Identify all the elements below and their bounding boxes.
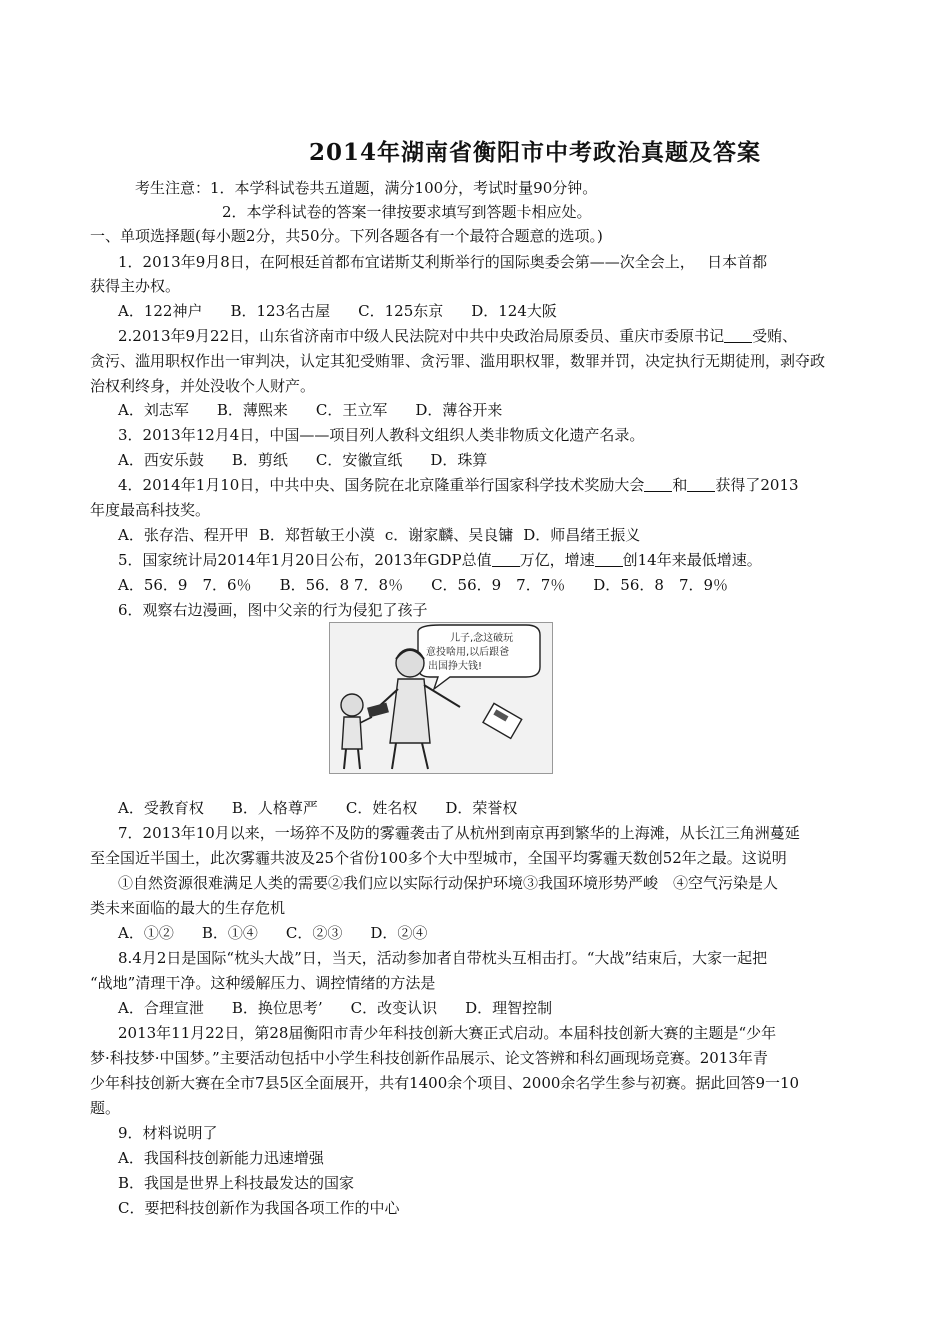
- q3-stem: 3．2013年12月4日，中国——项目列人教科文组织人类非物质文化遗产名录。: [118, 426, 645, 444]
- material-text: 2013年11月22日，第28届衡阳市青少年科技创新大赛正式启动。本届科技创新大赛的主题是“少年: [118, 1024, 777, 1042]
- option: A．合理宣泄: [118, 999, 204, 1017]
- option: C．②③: [285, 924, 343, 942]
- bubble-line-2: 意投啥用,以后跟爸: [426, 647, 510, 658]
- q6-options: [118, 797, 898, 819]
- q7-stem: 7．2013年10月以来，一场猝不及防的雾霾袭击了从杭州到南京再到繁华的上海滩，从长江三角洲蔓延: [118, 824, 800, 842]
- option: B．人格尊严: [231, 799, 318, 817]
- q2-text: 2.2013年9月22日，山东省济南市中级人民法院对中共中央政治局原委员、重庆市委原书记: [118, 327, 725, 345]
- option: B．56．8 7．8％: [279, 576, 404, 594]
- option: C．125东京: [358, 302, 444, 320]
- option: A．56．9 7．6％: [118, 576, 252, 594]
- q2-stem-cont: 贪污、滥用职权作出一审判决，认定其犯受贿罪、贪污罪、滥用职权罪，数罪并罚，决定执行无期徒刑，剥夺政: [90, 352, 826, 370]
- q2-options: [118, 399, 898, 421]
- option: D．薄谷开来: [415, 401, 503, 419]
- q4-options: [118, 524, 898, 546]
- q5-text: 创14年来最低增速。: [622, 551, 762, 569]
- bubble-line-1: 儿子,念这破玩: [450, 633, 514, 644]
- answer-blank: [595, 552, 623, 567]
- q4-stem: [118, 474, 898, 496]
- notice-line-1: 考生注意：1．本学科试卷共五道题，满分100分，考试时量90分钟。: [135, 179, 598, 197]
- option: D．师昌绪王振义: [523, 526, 641, 544]
- option: D．理智控制: [465, 999, 553, 1017]
- answer-blank: [492, 552, 520, 567]
- section-heading: 一、单项选择题(每小题2分，共50分。下列各题各有一个最符合题意的选项。): [90, 227, 603, 245]
- q7-statements: ①自然资源很难满足人类的需要②我们应以实际行动保护环境③我国环境形势严峻 ④空气污染是人: [118, 874, 779, 892]
- option: B．剪纸: [231, 451, 288, 469]
- q1-options: [118, 300, 898, 322]
- option: D．②④: [370, 924, 428, 942]
- q9-option-c: C．要把科技创新作为我国各项工作的中心: [118, 1199, 400, 1217]
- option: D．荣誉权: [445, 799, 518, 817]
- q4-text: 4．2014年1月10日，中共中央、国务院在北京隆重举行国家科学技术奖励大会: [118, 476, 645, 494]
- q8-options: [118, 997, 898, 1019]
- q4-text: 和: [672, 476, 688, 494]
- q5-text: 万亿，增速: [519, 551, 595, 569]
- q5-stem: [118, 549, 898, 571]
- cartoon-illustration: [330, 623, 552, 773]
- option: A．张存浩、程开甲: [118, 526, 249, 544]
- q4-stem-cont: 年度最高科技奖。: [90, 501, 211, 519]
- q1-stem-cont: 获得主办权。: [90, 277, 181, 295]
- q5-text: 5．国家统计局2014年1月20日公布，2013年GDP总值: [118, 551, 492, 569]
- q8-stem-cont: “战地”清理干净。这种缓解压力、调控情绪的方法是: [90, 974, 436, 992]
- q9-option-b: B．我国是世界上科技最发达的国家: [118, 1174, 355, 1192]
- answer-blank: [644, 477, 672, 492]
- option: c．谢家麟、吴良镛: [384, 526, 514, 544]
- q2-stem-cont: 治权利终身，并处没收个人财产。: [90, 377, 316, 395]
- q9-option-a: A．我国科技创新能力迅速增强: [118, 1149, 324, 1167]
- q5-options: [118, 574, 898, 596]
- page-title: 2014年湖南省衡阳市中考政治真题及答案: [308, 139, 761, 166]
- option: D．珠算: [430, 451, 488, 469]
- answer-blank: [687, 477, 715, 492]
- q7-stem-cont: 至全国近半国土，此次雾霾共波及25个省份100多个大中型城市，全国平均雾霾天数创52年之最。这说明: [90, 849, 787, 867]
- option: C．王立军: [315, 401, 388, 419]
- q2-text: 受贿、: [752, 327, 798, 345]
- material-text: 梦·科技梦·中国梦。”主要活动包括中小学生科技创新作品展示、论文答辨和科幻画现场竞赛。2013年青: [90, 1049, 768, 1067]
- cartoon-image: [329, 622, 553, 774]
- material-text: 少年科技创新大赛在全市7县5区全面展开，共有1400余个项目、2000余名学生参与初赛。据此回答9一10: [90, 1074, 800, 1092]
- option: D．56．8 7．9％: [593, 576, 729, 594]
- notice-line-2: 2．本学科试卷的答案一律按要求填写到答题卡相应处。: [222, 203, 592, 221]
- q3-options: [118, 449, 898, 471]
- option: C．56．9 7．7％: [431, 576, 566, 594]
- q7-statements-cont: 类未来面临的最大的生存危机: [90, 899, 286, 917]
- option: D．124大阪: [471, 302, 557, 320]
- q9-stem: 9．材料说明了: [118, 1124, 218, 1142]
- option: C．安徽宣纸: [315, 451, 403, 469]
- q1-stem: 1．2013年9月8日，在阿根廷首都布宜诺斯艾利斯举行的国际奥委会第——次全会上， 日本首都: [118, 253, 768, 271]
- option: A．刘志军: [118, 401, 189, 419]
- option: B．123名古屋: [230, 302, 331, 320]
- option: A．122神户: [118, 302, 203, 320]
- q2-stem: [118, 325, 898, 347]
- q6-stem: 6．观察右边漫画，图中父亲的行为侵犯了孩子: [118, 601, 428, 619]
- option: A．①②: [118, 924, 174, 942]
- option: A．西安乐鼓: [118, 451, 204, 469]
- option: C．姓名权: [345, 799, 418, 817]
- option: B．换位思考’: [231, 999, 323, 1017]
- answer-blank: [724, 328, 752, 343]
- q7-options: [118, 922, 898, 944]
- option: A．受教育权: [118, 799, 204, 817]
- option: C．改变认识: [350, 999, 438, 1017]
- option: B．郑哲敏王小漠: [258, 526, 375, 544]
- bubble-line-3: 出国挣大钱!: [428, 661, 483, 672]
- material-text: 题。: [90, 1099, 121, 1117]
- q8-stem: 8.4月2日是国际“枕头大战”日，当天，活动参加者自带枕头互相击打。“大战”结束后，大家一起把: [118, 949, 768, 967]
- option: B．薄熙来: [216, 401, 288, 419]
- q4-text: 获得了2013: [715, 476, 799, 494]
- option: B．①④: [201, 924, 258, 942]
